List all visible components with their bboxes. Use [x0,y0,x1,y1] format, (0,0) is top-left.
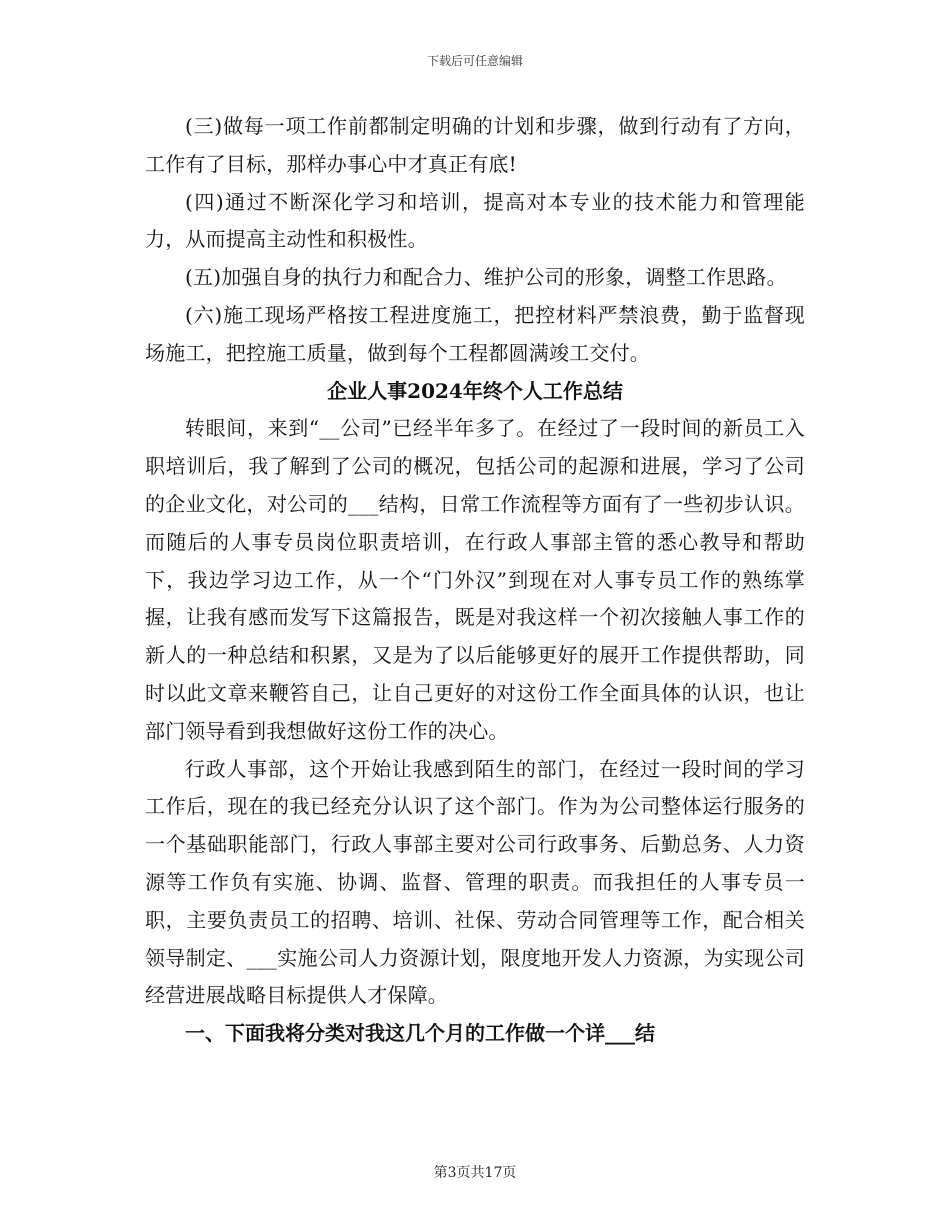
document-title: 企业人事2024年终个人工作总结 [327,378,623,403]
page-header: 下载后可任意编辑 [426,54,523,68]
paragraph: (四)通过不断深化学习和培训，提高对本专业的技术能力和管理能力，从而提高主动性和积极性。 [145,189,805,252]
section-heading: 一、下面我将分类对我这几个月的工作做一个详___结 [185,1021,655,1046]
paragraph: (三)做每一项工作前都制定明确的计划和步骤，做到行动有了方向，工作有了目标，那样办事心中才真正有底! [145,114,805,176]
document-body [145,108,805,1053]
paragraph: (五)加强自身的执行力和配合力、维护公司的形象，调整工作思路。 [185,265,787,290]
paragraph: (六)施工现场严格按工程进度施工，把控材料严禁浪费，勤于监督现场施工，把控施工质量，做到每个工程都圆满竣工交付。 [145,302,805,365]
paragraph: 转眼间，来到“__公司”已经半年多了。在经过了一段时间的新员工入职培训后，我了解到了公司的概况，包括公司的起源和进展，学习了公司的企业文化，对公司的___结构，日常工作流程等方面有了一些初步认识。而随后的人事专员岗位职责培训，在行政人事部主管的悉心教导和帮助下，我边学习边工作，从一个“门外汉”到现在对人事专员工作的熟练掌握，让我有感而发写下这篇报告，既是对我这样一个初次接触人事工作的新人的一种总结和积累，又是为了以后能够更好的展开工作提供帮助，同时以此文章来鞭笞自己，让自己更好的对这份工作全面具体的认识，也让部门领导看到我想做好这份工作的决心。 [145,416,805,743]
paragraph: 行政人事部，这个开始让我感到陌生的部门，在经过一段时间的学习工作后，现在的我已经充分认识了这个部门。作为为公司整体运行服务的一个基础职能部门，行政人事部主要对公司行政事务、后勤总务、人力资源等工作负有实施、协调、监督、管理的职责。而我担任的人事专员一职，主要负责员工的招聘、培训、社保、劳动合同管理等工作，配合相关领导制定、___实施公司人力资源计划，限度地开发人力资源，为实现公司经营进展战略目标提供人才保障。 [145,756,805,1008]
page-footer: 第3页共17页 [433,1165,517,1181]
